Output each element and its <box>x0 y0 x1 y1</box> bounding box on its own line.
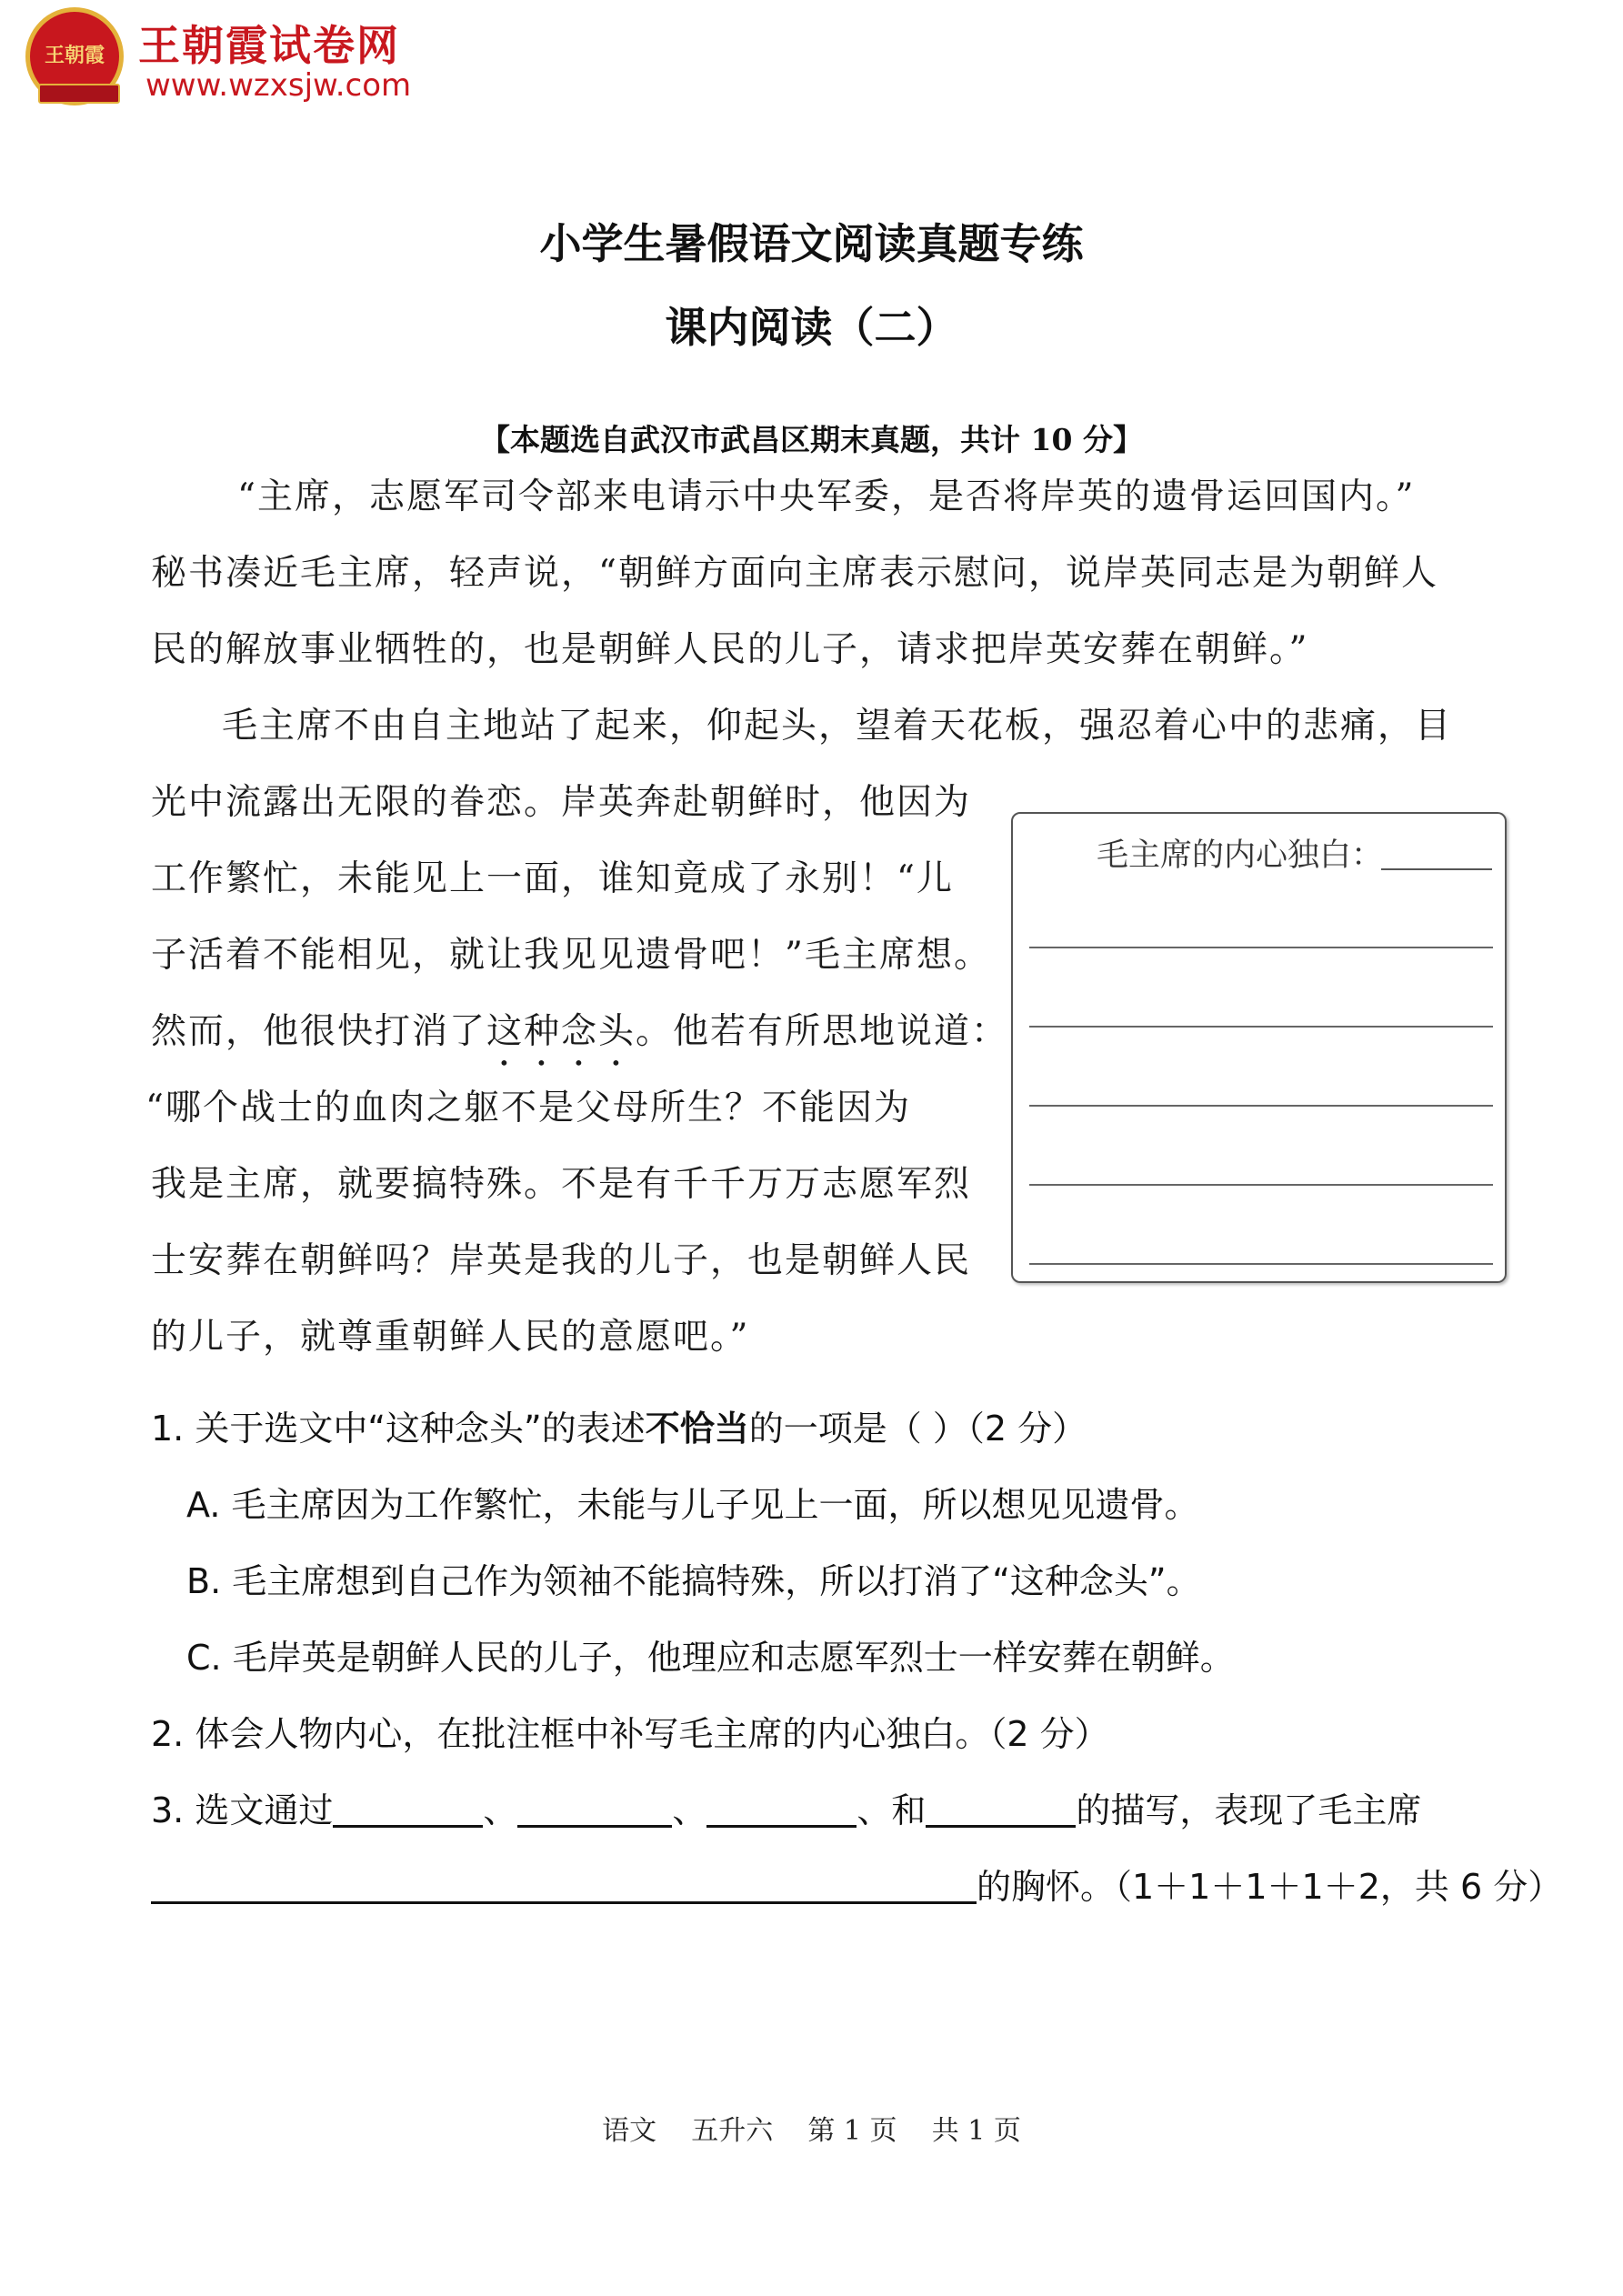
question-text: 3. 选文通过 <box>151 1790 334 1830</box>
option-a[interactable]: A. 毛主席因为工作繁忙，未能与儿子见上一面，所以想见见遗骨。 <box>186 1485 1199 1525</box>
option-b[interactable]: B. 毛主席想到自己作为领袖不能搞特殊，所以打消了“这种念头”。 <box>186 1561 1201 1601</box>
answer-blank[interactable] <box>333 1789 483 1828</box>
separator: 、 <box>483 1790 518 1830</box>
emphasized-phrase: 这种念头 <box>486 1011 636 1052</box>
question-text: 的一项是（ ）（2 分） <box>748 1409 1087 1449</box>
answer-blank[interactable] <box>151 1865 977 1904</box>
annotation-writing-line[interactable] <box>1029 1184 1493 1186</box>
question-3 <box>151 1782 1421 1832</box>
separator: 、 <box>672 1790 707 1830</box>
logo-site-name: 王朝霞试卷网 <box>138 21 400 70</box>
passage-line: 士安葬在朝鲜吗？岸英是我的儿子，也是朝鲜人民 <box>151 1240 972 1281</box>
question-2: 2. 体会人物内心，在批注框中补写毛主席的内心独白。（2 分） <box>151 1714 1109 1754</box>
separator: 、和 <box>857 1790 927 1830</box>
passage-line: “哪个战士的血肉之躯不是父母所生？不能因为 <box>145 1088 911 1128</box>
page-title: 小学生暑假语文阅读真题专练 <box>539 219 1084 268</box>
passage-line: 秘书凑近毛主席，轻声说，“朝鲜方面向主席表示慰问，说岸英同志是为朝鲜人 <box>151 553 1438 594</box>
answer-blank[interactable] <box>706 1789 857 1828</box>
annotation-writing-line[interactable] <box>1029 947 1493 948</box>
passage-line: 子活着不能相见，就让我见见遗骨吧！”毛主席想。 <box>151 935 991 976</box>
passage-line: 光中流露出无限的眷恋。岸英奔赴朝鲜时，他因为 <box>151 782 972 823</box>
passage-line <box>151 994 1008 1074</box>
annotation-writing-line[interactable] <box>1029 1026 1493 1028</box>
logo-ribbon <box>38 84 120 104</box>
annotation-blank[interactable] <box>1381 868 1492 870</box>
annotation-label: 毛主席的内心独白： <box>1097 837 1384 874</box>
passage-line: 我是主席，就要搞特殊。不是有千千万万志愿军烈 <box>151 1164 972 1205</box>
question-text: 1. 关于选文中“这种念头”的表述 <box>151 1409 646 1449</box>
passage-text: 然而，他很快打消了 <box>151 1011 487 1052</box>
question-3-continued <box>151 1859 1562 1909</box>
passage-text: 。他若有所思地说道： <box>636 1011 1009 1052</box>
option-c[interactable]: C. 毛岸英是朝鲜人民的儿子，他理应和志愿军烈士一样安葬在朝鲜。 <box>186 1638 1235 1678</box>
page-subtitle: 课内阅读（二） <box>665 303 958 352</box>
question-text: 的胸怀。（1＋1＋1＋1＋2，共 6 分） <box>977 1867 1563 1907</box>
source-note: 【本题选自武汉市武昌区期末真题，共计 10 分】 <box>480 422 1143 457</box>
answer-blank[interactable] <box>926 1789 1076 1828</box>
passage-line: “主席，志愿军司令部来电请示中央军委，是否将岸英的遗骨运回国内。” <box>237 476 1416 517</box>
question-1 <box>151 1400 1087 1450</box>
question-keyword: 不恰当 <box>645 1409 749 1449</box>
logo-site-url[interactable]: www.wzxsjw.com <box>145 67 412 104</box>
passage-line: 的儿子，就尊重朝鲜人民的意愿吧。” <box>151 1317 750 1358</box>
passage-line: 毛主席不由自主地站了起来，仰起头，望着天花板，强忍着心中的悲痛，目 <box>222 706 1453 747</box>
page-footer: 语文 五升六 第 1 页 共 1 页 <box>602 2115 1021 2147</box>
annotation-box[interactable] <box>1011 812 1507 1283</box>
passage-line: 工作繁忙，未能见上一面，谁知竟成了永别！“儿 <box>151 858 954 899</box>
passage-line: 民的解放事业牺牲的，也是朝鲜人民的儿子，请求把岸英安葬在朝鲜。” <box>151 629 1309 670</box>
annotation-writing-line[interactable] <box>1029 1263 1493 1265</box>
annotation-writing-line[interactable] <box>1029 1105 1493 1107</box>
question-text: 的描写，表现了毛主席 <box>1076 1790 1422 1830</box>
logo-badge-icon: 王朝霞 <box>25 7 124 105</box>
answer-blank[interactable] <box>517 1789 672 1828</box>
